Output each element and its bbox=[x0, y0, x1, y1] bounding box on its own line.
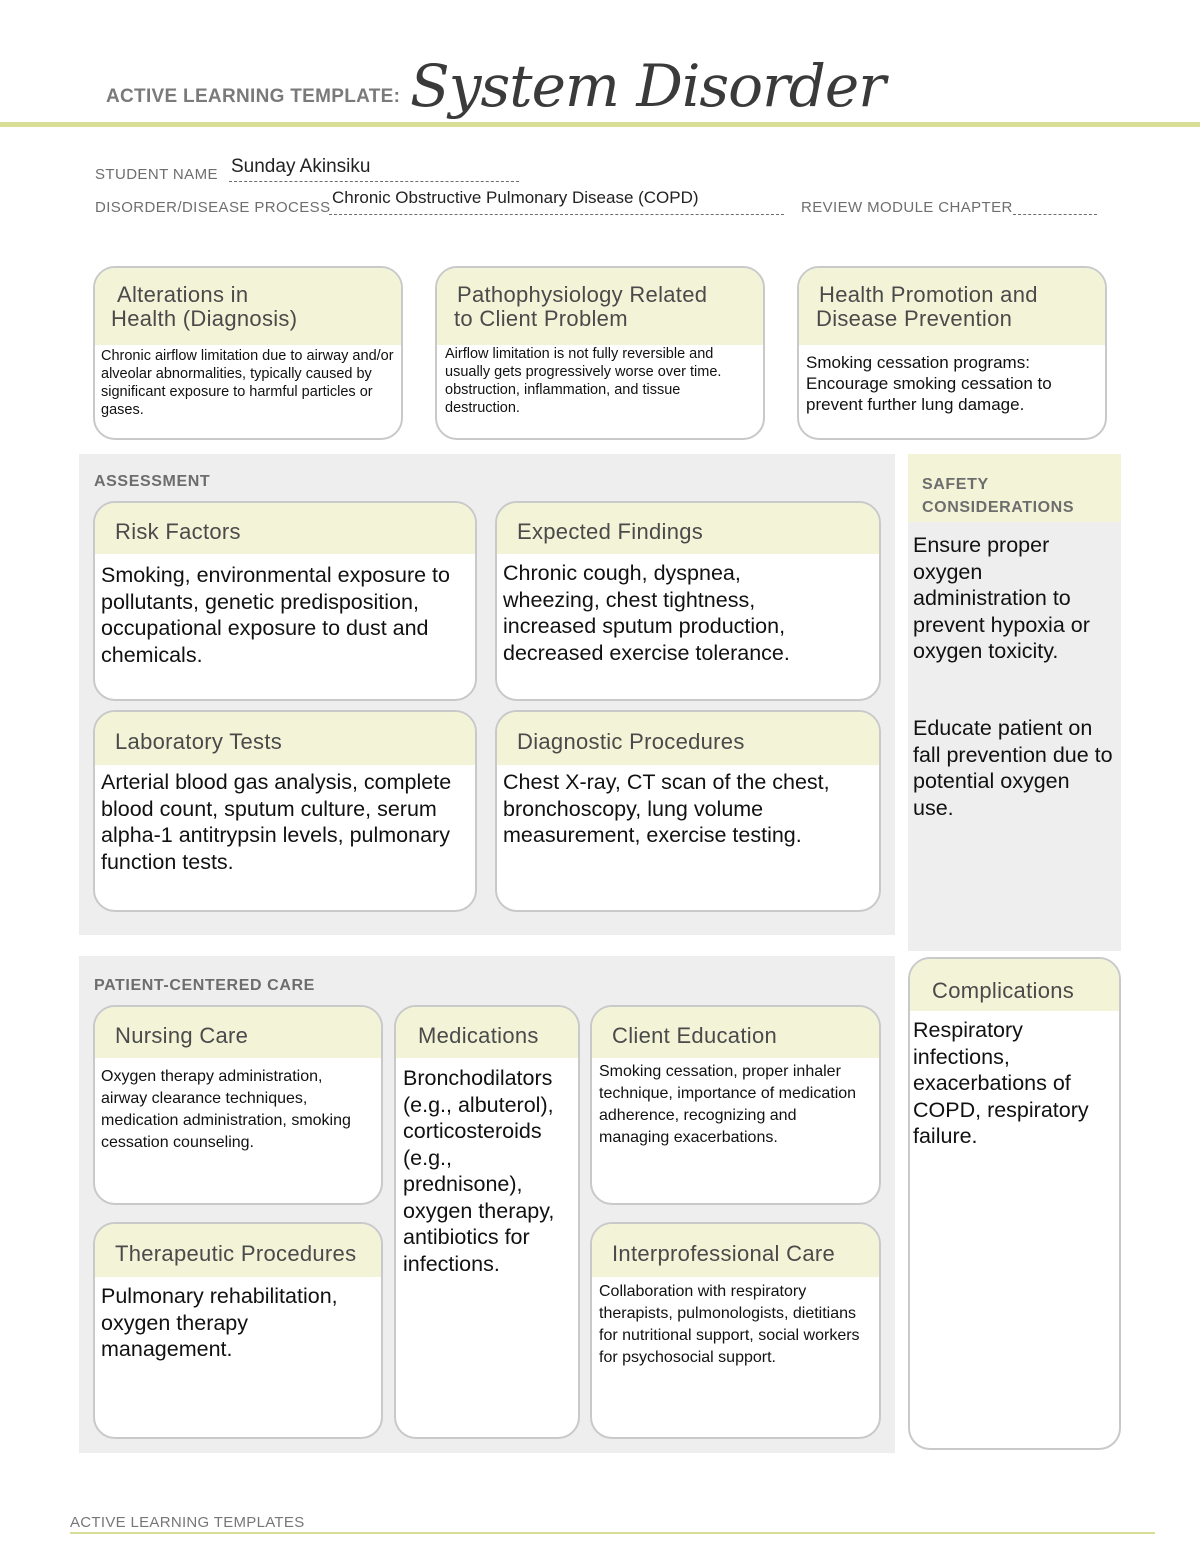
nursing-care-body: Oxygen therapy administration, airway clearance techniques, medication administration, smoking cessation counseling. bbox=[101, 1068, 351, 1151]
complications-body: Respiratory infections, exacerbations of COPD, respiratory failure. bbox=[913, 1018, 1089, 1148]
nursing-care-title: Nursing Care bbox=[95, 1007, 381, 1058]
assessment-label: ASSESSMENT bbox=[94, 473, 211, 490]
safety-item-1: Ensure proper oxygen administration to prevent hypoxia or oxygen toxicity. bbox=[913, 533, 1090, 663]
expected-findings-body: Chronic cough, dyspnea, wheezing, chest tightness, increased sputum production, decreased exercise tolerance. bbox=[503, 561, 790, 665]
interprofessional-care-title: Interprofessional Care bbox=[592, 1224, 879, 1277]
disorder-value: Chronic Obstructive Pulmonary Disease (COPD) bbox=[332, 188, 699, 207]
interprofessional-care-body: Collaboration with respiratory therapists, pulmonologists, dietitians for nutritional support, social workers for psychosocial support. bbox=[599, 1283, 860, 1366]
nursing-care-card bbox=[93, 1005, 383, 1205]
safety-label-line-1: SAFETY bbox=[922, 476, 989, 493]
chapter-label: REVIEW MODULE CHAPTER bbox=[801, 199, 1013, 216]
alterations-card bbox=[93, 266, 403, 440]
complications-title: Complications bbox=[910, 959, 1119, 1011]
client-education-body: Smoking cessation, proper inhaler technique, importance of medication adherence, recognizing and managing exacerbations. bbox=[599, 1063, 857, 1146]
health-promotion-card bbox=[797, 266, 1107, 440]
safety-panel bbox=[908, 454, 1121, 951]
complications-card bbox=[908, 957, 1121, 1450]
expected-findings-title: Expected Findings bbox=[497, 503, 879, 554]
student-name-label: STUDENT NAME bbox=[95, 166, 218, 183]
patient-centered-care-label: PATIENT-CENTERED CARE bbox=[94, 977, 315, 994]
safety-label-line-2: CONSIDERATIONS bbox=[922, 499, 1075, 516]
diagnostic-procedures-body: Chest X-ray, CT scan of the chest, bronchoscopy, lung volume measurement, exercise testing. bbox=[503, 770, 830, 847]
therapeutic-procedures-title: Therapeutic Procedures bbox=[95, 1224, 381, 1277]
therapeutic-procedures-card bbox=[93, 1222, 383, 1439]
page-title: System Disorder bbox=[410, 52, 885, 120]
student-name-value: Sunday Akinsiku bbox=[231, 156, 371, 177]
medications-card bbox=[394, 1005, 580, 1439]
laboratory-tests-body: Arterial blood gas analysis, complete blood count, sputum culture, serum alpha-1 antitrypsin levels, pulmonary function tests. bbox=[101, 770, 452, 874]
alterations-title-2: Health (Diagnosis) bbox=[111, 305, 298, 331]
client-education-card bbox=[590, 1005, 881, 1205]
safety-label bbox=[922, 473, 1074, 519]
footer-label: ACTIVE LEARNING TEMPLATES bbox=[70, 1514, 305, 1531]
health-promotion-body: Smoking cessation programs: Encourage smoking cessation to prevent further lung damage. bbox=[806, 353, 1052, 414]
safety-item-2: Educate patient on fall prevention due to potential oxygen use. bbox=[913, 716, 1113, 820]
alterations-title-1: Alterations in bbox=[117, 281, 249, 307]
pathophysiology-body: Airflow limitation is not fully reversible and usually gets progressively worse over time. obstruction, inflammation, and tissue destruction. bbox=[445, 346, 722, 416]
diagnostic-procedures-card bbox=[495, 710, 881, 912]
laboratory-tests-title: Laboratory Tests bbox=[95, 712, 475, 765]
risk-factors-body: Smoking, environmental exposure to pollutants, genetic predisposition, occupational exposure to dust and chemicals. bbox=[101, 563, 450, 667]
laboratory-tests-card bbox=[93, 710, 477, 912]
health-promotion-title-1: Health Promotion and bbox=[819, 281, 1038, 307]
risk-factors-card bbox=[93, 501, 477, 701]
pathophysiology-title-2: to Client Problem bbox=[454, 305, 628, 331]
risk-factors-title: Risk Factors bbox=[95, 503, 475, 554]
chapter-field[interactable] bbox=[1013, 193, 1097, 215]
pathophysiology-card bbox=[435, 266, 765, 440]
client-education-title: Client Education bbox=[592, 1007, 879, 1058]
therapeutic-procedures-body: Pulmonary rehabilitation, oxygen therapy management. bbox=[101, 1284, 338, 1361]
student-name-field[interactable] bbox=[229, 158, 519, 182]
disorder-label: DISORDER/DISEASE PROCESS bbox=[95, 199, 331, 216]
interprofessional-care-card bbox=[590, 1222, 881, 1439]
alterations-body: Chronic airflow limitation due to airway and/or alveolar abnormalities, typically caused by significant exposure to harmful particles or gases. bbox=[101, 348, 394, 418]
health-promotion-title-2: Disease Prevention bbox=[816, 305, 1013, 331]
header-divider bbox=[0, 122, 1200, 127]
medications-body: Bronchodilators (e.g., albuterol), corticosteroids (e.g., prednisone), oxygen therapy, antibiotics for infections. bbox=[403, 1066, 555, 1276]
medications-title: Medications bbox=[396, 1007, 578, 1058]
footer-divider bbox=[70, 1532, 1155, 1534]
diagnostic-procedures-title: Diagnostic Procedures bbox=[497, 712, 879, 765]
expected-findings-card bbox=[495, 501, 881, 701]
disorder-field[interactable] bbox=[329, 188, 784, 215]
pathophysiology-title-1: Pathophysiology Related bbox=[457, 281, 708, 307]
template-label: ACTIVE LEARNING TEMPLATE: bbox=[106, 86, 401, 107]
